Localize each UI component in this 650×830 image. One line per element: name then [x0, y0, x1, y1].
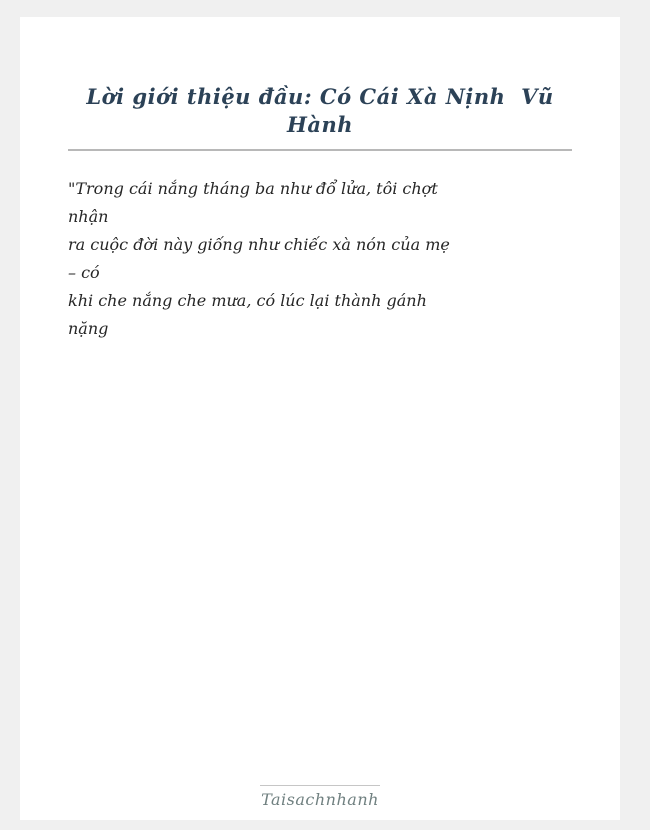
body-line: "Trong cái nắng tháng ba như đổ lửa, tôi chợt — [68, 179, 438, 198]
footer — [20, 785, 620, 811]
body-text — [68, 175, 572, 343]
page-title: Lời giới thiệu đầu: Có Cái Xà Nịnh Vũ Hành — [86, 84, 562, 137]
body-line: ra cuộc đời này giống như chiếc xà nón của mẹ — [68, 235, 450, 254]
footer-brand: Taisachnhanh — [261, 790, 379, 809]
body-line: nhận — [68, 207, 109, 226]
body-line: khi che nắng che mưa, có lúc lại thành gánh — [68, 291, 427, 310]
document-page — [20, 17, 620, 820]
body-line: – có — [68, 263, 100, 282]
footer-divider — [260, 785, 380, 786]
body-line: nặng — [68, 319, 109, 338]
title-divider — [68, 149, 572, 151]
